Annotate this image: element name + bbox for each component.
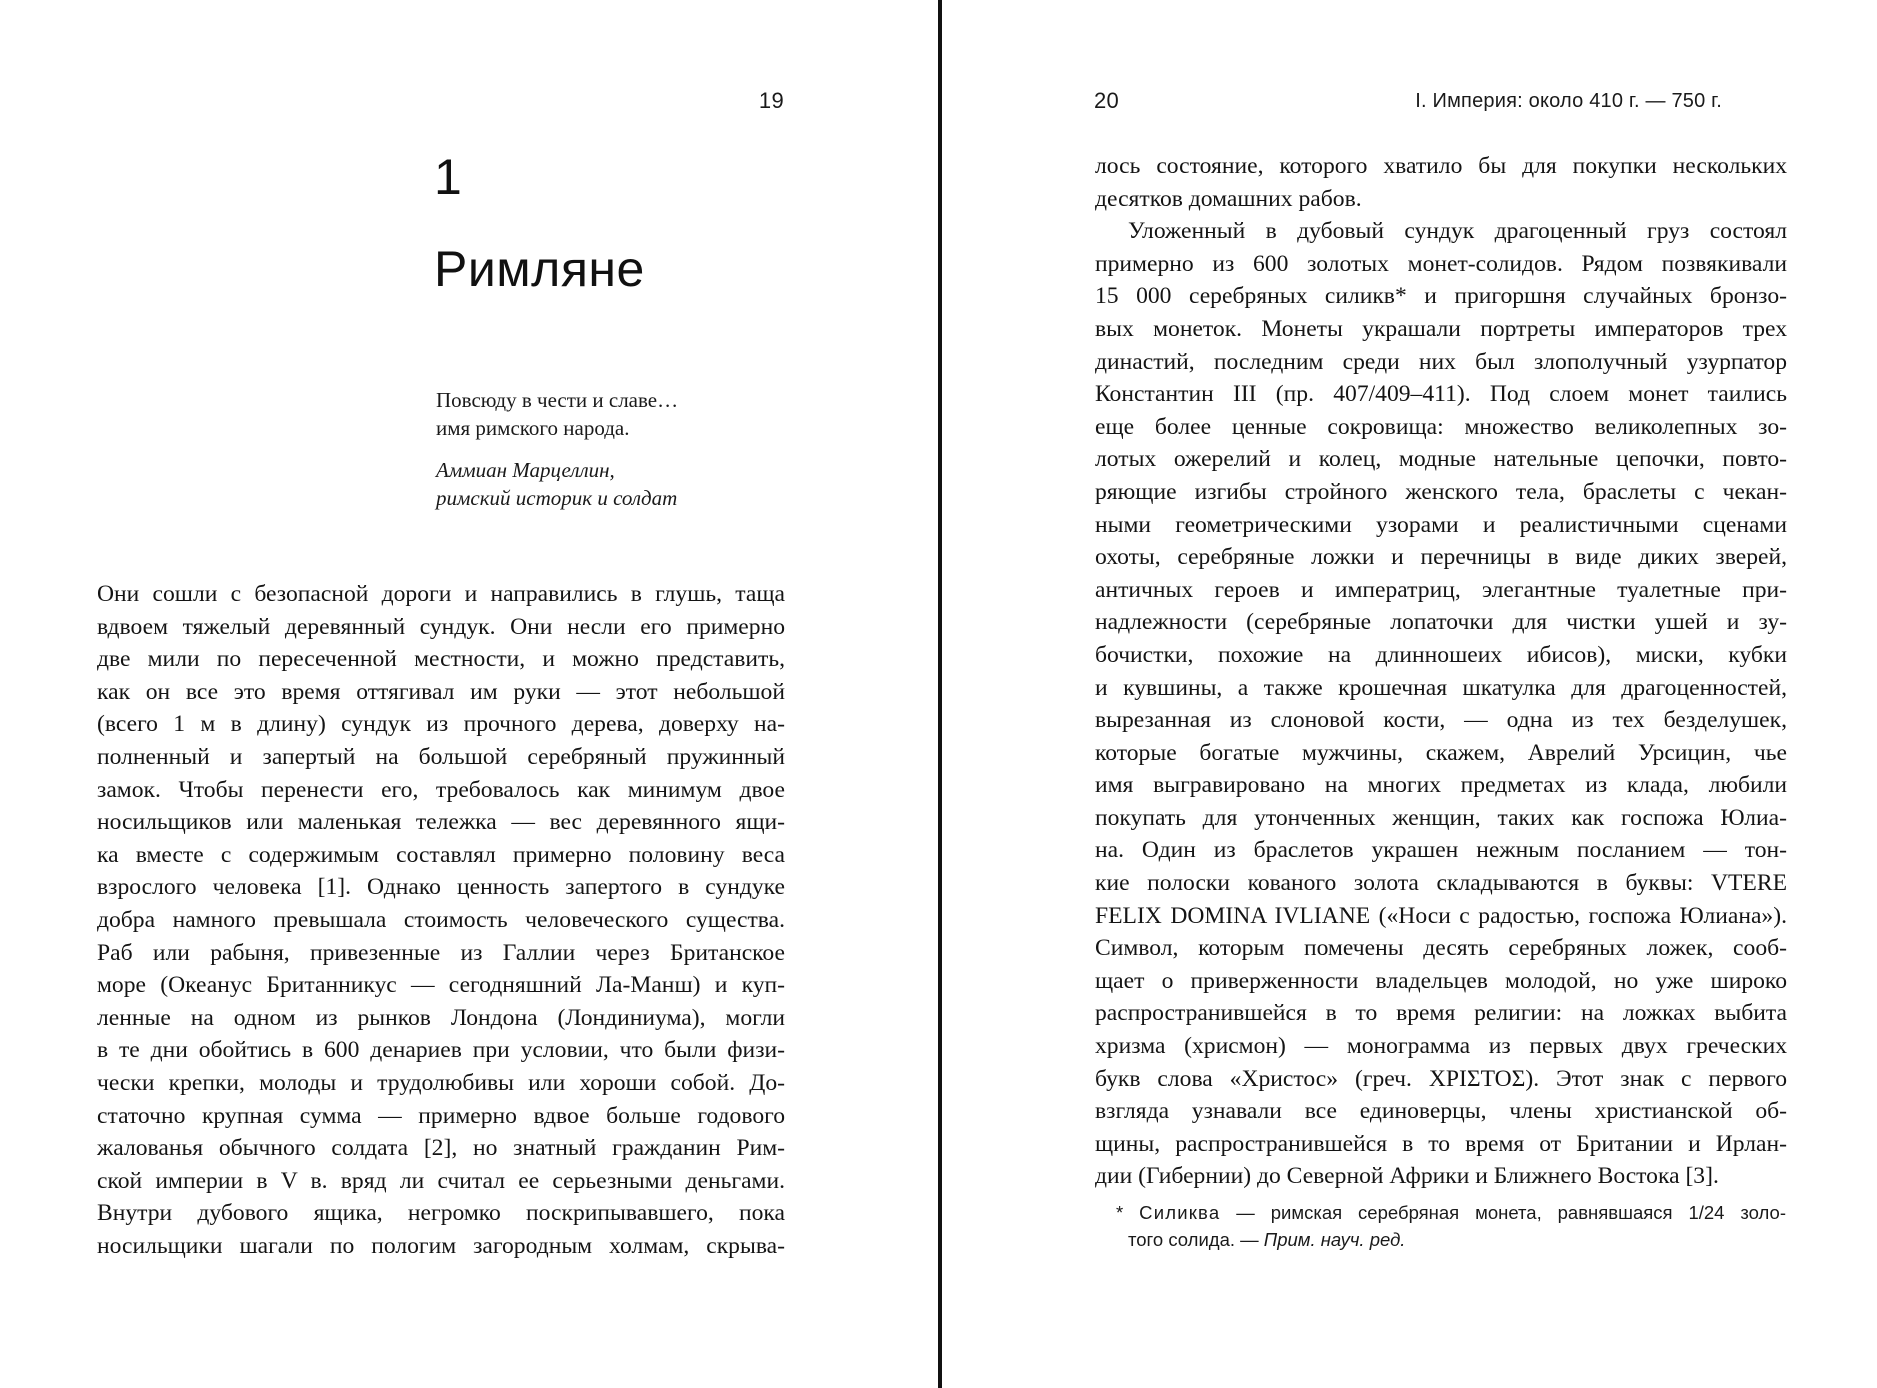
text-line: жалованья обычного солдата [2], но знатный гражданин Рим- xyxy=(97,1135,785,1162)
text-line: и кувшины, а также крошечная шкатулка для драгоценностей, xyxy=(1095,674,1787,701)
footnote-line xyxy=(1116,1199,1786,1226)
text-line: кие полоски кованого золота складываются в буквы: VTERE xyxy=(1095,870,1787,897)
text-line: 15 000 серебряных силикв* и пригоршня случайных бронзо- xyxy=(1095,283,1787,310)
text-line: надлежности (серебряные лопаточки для чистки ушей и зу- xyxy=(1095,609,1787,636)
text-line: лось состояние, которого хватило бы для покупки нескольких xyxy=(1095,153,1787,179)
text-line: бочистки, похожие на длинношеих ибисов), миски, кубки xyxy=(1095,641,1787,668)
text-line: чески крепки, молоды и трудолюбивы или хороши собой. До- xyxy=(97,1069,785,1096)
text-line: Уложенный в дубовый сундук драгоценный груз состоял xyxy=(1128,218,1787,245)
text-line: примерно из 600 золотых монет-солидов. Рядом позвякивали xyxy=(1095,250,1787,277)
text-line: взгляда узнавали все единоверцы, члены христианской об- xyxy=(1095,1098,1787,1125)
body-text xyxy=(97,578,785,1262)
text-line: охоты, серебряные ложки и перечницы в виде диких зверей, xyxy=(1095,544,1787,571)
text-line: Символ, которым помечены десять серебряных ложек, сооб- xyxy=(1095,935,1787,962)
text-line: ряющие изгибы стройного женского тела, браслеты с чекан- xyxy=(1095,478,1787,505)
text-line: море (Океанус Британникус — сегодняшний Ла-Манш) и куп- xyxy=(97,972,785,999)
text-line: династий, последним среди них был злополучный узурпатор xyxy=(1095,348,1787,375)
epigraph-line: имя римского народа. xyxy=(436,416,630,440)
footnote-marker: * xyxy=(1116,1202,1124,1223)
text-line: Они сошли с безопасной дороги и направились в глушь, таща xyxy=(97,581,785,607)
text-line: две мили по пересеченной местности, и можно представить, xyxy=(97,646,785,673)
text-line: замок. Чтобы перенести его, требовалось как минимум двое xyxy=(97,776,785,803)
epigraph-author: Аммиан Марцеллин, xyxy=(436,458,615,482)
text-line: античных героев и императриц, элегантные туалетные при- xyxy=(1095,576,1787,603)
text-line: (всего 1 м в длину) сундук из прочного дерева, доверху на- xyxy=(97,711,785,738)
text-line: в те дни обойтись в 600 денариев при условии, что были физи- xyxy=(97,1037,785,1064)
running-head: I. Империя: около 410 г. — 750 г. xyxy=(1415,90,1722,112)
footnote-definition: — римская серебряная монета, равнявшаяся 1/24 золо- xyxy=(1220,1202,1786,1223)
text-line: которые богатые мужчины, скажем, Аврелий Урсицин, чье xyxy=(1095,739,1787,766)
chapter-title: Римляне xyxy=(434,241,645,297)
text-line: букв слова «Христос» (греч. ΧΡΙΣΤΟΣ). Этот знак с первого xyxy=(1095,1065,1787,1092)
text-line: FELIX DOMINA IVLIANE («Носи с радостью, госпожа Юлиана»). xyxy=(1095,902,1787,929)
text-line: Константин III (пр. 407/409–411). Под слоем монет таились xyxy=(1095,381,1787,408)
text-line: лотых ожерелий и колец, модные нательные цепочки, повто- xyxy=(1095,446,1787,473)
epigraph xyxy=(436,386,736,512)
text-line: дии (Гибернии) до Северной Африки и Ближнего Востока [3]. xyxy=(1095,1163,1719,1190)
text-line: вырезанная из слоновой кости, — одна из тех безделушек, xyxy=(1095,707,1787,734)
editor-note: Прим. науч. ред. xyxy=(1263,1229,1406,1250)
text-line: покупать для утонченных женщин, таких как госпожа Юлиа- xyxy=(1095,804,1787,831)
epigraph-attribution xyxy=(436,456,736,512)
text-line: Раб или рабыня, привезенные из Галлии через Британское xyxy=(97,939,785,966)
text-line: статочно крупная сумма — примерно вдвое больше годового xyxy=(97,1102,785,1129)
epigraph-author-role: римский историк и солдат xyxy=(436,486,678,510)
text-line: взрослого человека [1]. Однако ценность запертого в сундуке xyxy=(97,874,785,901)
text-line: ка вместе с содержимым составлял примерно половину веса xyxy=(97,841,785,868)
text-line: носильщики шагали по пологим загородным холмам, скрыва- xyxy=(97,1232,785,1259)
text-line: щины, распространившейся в то время от Британии и Ирлан- xyxy=(1095,1130,1787,1157)
page-number: 20 xyxy=(1094,88,1120,113)
text-line: Внутри дубового ящика, негромко поскрипывавшего, пока xyxy=(97,1200,785,1227)
left-page xyxy=(0,0,938,1388)
chapter-number: 1 xyxy=(434,149,462,205)
text-line: ными геометрическими узорами и реалистичными сценами xyxy=(1095,511,1787,538)
text-line: как он все это время оттягивал им руки — этот небольшой xyxy=(97,678,785,705)
text-line: вдвоем тяжелый деревянный сундук. Они несли его примерно xyxy=(97,613,785,640)
text-line: ленные на одном из рынков Лондона (Лондиниума), могли xyxy=(97,1004,785,1031)
text-line: вых монеток. Монеты украшали портреты императоров трех xyxy=(1095,315,1787,342)
footnote-definition-cont: того солида. — xyxy=(1128,1229,1264,1250)
text-line: носильщиков или маленькая тележка — вес деревянного ящи- xyxy=(97,809,785,836)
page-number: 19 xyxy=(758,88,784,113)
footnote-line xyxy=(1116,1226,1786,1253)
text-line: ской империи в V в. вряд ли считал ее серьезными деньгами. xyxy=(97,1167,785,1194)
text-line: добра намного превышала стоимость человеческого существа. xyxy=(97,906,785,933)
text-line: еще более ценные сокровища: множество великолепных зо- xyxy=(1095,413,1787,440)
text-line: распространившейся в то время религии: на ложках выбита xyxy=(1095,1000,1787,1027)
text-line: на. Один из браслетов украшен нежным посланием — тон- xyxy=(1095,837,1787,864)
body-text xyxy=(1095,150,1787,1193)
text-line: имя выгравировано на многих предметах из клада, любили xyxy=(1095,772,1787,799)
epigraph-line: Повсюду в чести и славе… xyxy=(436,388,679,412)
footnote-term: Силиква xyxy=(1139,1202,1221,1223)
text-line: десятков домашних рабов. xyxy=(1095,185,1362,212)
text-line: полненный и запертый на большой серебряный пружинный xyxy=(97,743,785,770)
text-line: щает о приверженности владельцев молодой, но уже широко xyxy=(1095,967,1787,994)
text-line: хризма (хрисмон) — монограмма из первых двух греческих xyxy=(1095,1033,1787,1060)
footnote xyxy=(1116,1199,1786,1253)
right-page xyxy=(942,0,1877,1388)
